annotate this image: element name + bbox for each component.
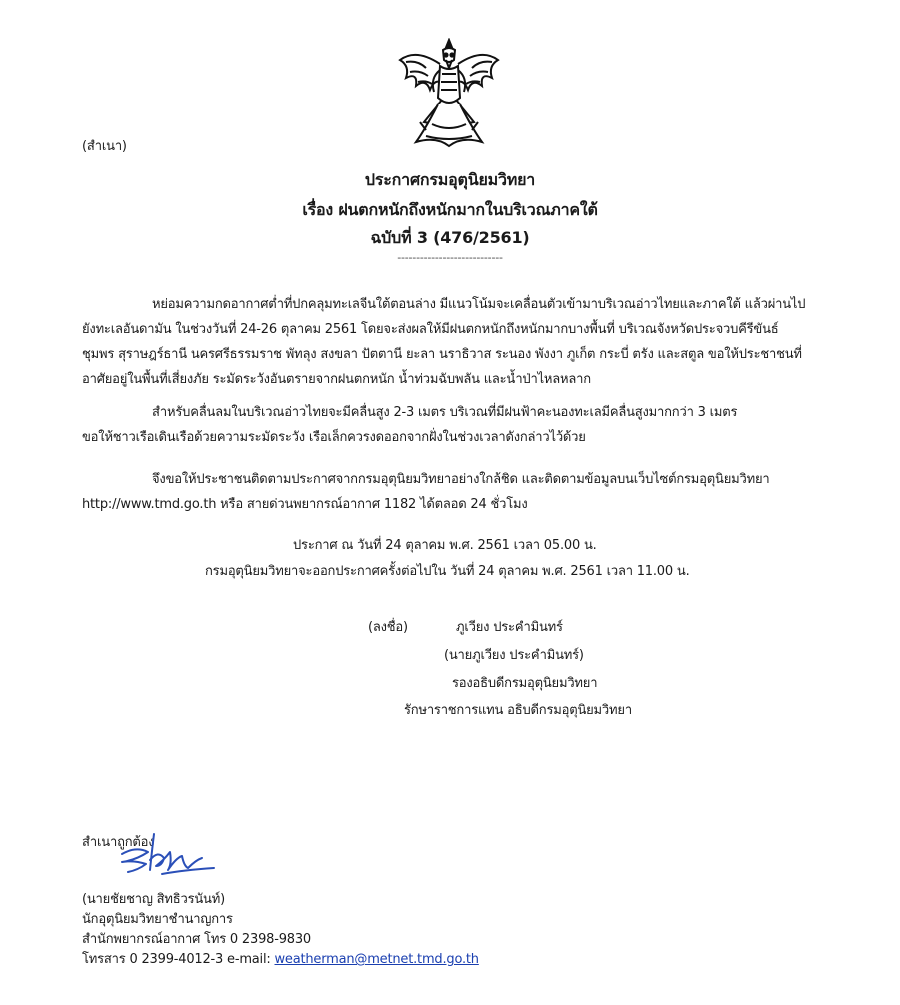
title-divider: ----------------------------: [397, 251, 503, 264]
document-issue-number: ฉบับที่ 3 (476/2561): [370, 228, 530, 247]
email-link[interactable]: weatherman@metnet.tmd.go.th: [274, 952, 479, 967]
certifier-fax-line: [82, 952, 479, 968]
body-paragraph-2-line-1: สำหรับคลื่นลมในบริเวณอ่าวไทยจะมีคลื่นสูง 2-3 เมตร บริเวณที่มีฝนฟ้าคะนองทะเลมีคลื่นสูงมากกว่า 3 เมตร: [152, 405, 738, 420]
certifier-office-phone: สำนักพยากรณ์อากาศ โทร 0 2398-9830: [82, 932, 311, 947]
document-subject: เรื่อง ฝนตกหนักถึงหนักมากในบริเวณภาคใต้: [302, 200, 598, 219]
body-paragraph-1-line-2: ยังทะเลอันดามัน ในช่วงวันที่ 24-26 ตุลาคม 2561 โดยจะส่งผลให้มีฝนตกหนักถึงหนักมากบางพื้นที่ บริเวณจังหวัดประจวบคีรีขันธ์: [82, 322, 779, 337]
body-paragraph-1-line-3: ชุมพร สุราษฎร์ธานี นครศรีธรรมราช พัทลุง สงขลา ปัตตานี ยะลา นราธิวาส ระนอง พังงา ภูเก็ต กระบี่ ตรัง และสตูล ขอให้ประชาชนที่: [82, 347, 802, 362]
copy-mark: (สำเนา): [82, 139, 127, 154]
garuda-emblem: [396, 38, 502, 148]
handwritten-signature: [92, 830, 222, 880]
body-paragraph-3-line-2: http://www.tmd.go.th หรือ สายด่วนพยากรณ์อากาศ 1182 ได้ตลอด 24 ชั่วโมง: [82, 497, 528, 512]
body-paragraph-3-line-1: จึงขอให้ประชาชนติดตามประกาศจากกรมอุตุนิยมวิทยาอย่างใกล้ชิด และติดตามข้อมูลบนเว็บไซต์กรมอุตุนิยมวิทยา: [152, 472, 770, 487]
signatory-full-name: (นายภูเวียง ประคำมินทร์): [444, 648, 584, 663]
body-paragraph-1-line-4: อาศัยอยู่ในพื้นที่เสี่ยงภัย ระมัดระวังอันตรายจากฝนตกหนัก น้ำท่วมฉับพลัน และน้ำป่าไหลหลาก: [82, 372, 591, 387]
next-issue-notice: กรมอุตุนิยมวิทยาจะออกประกาศครั้งต่อไปใน วันที่ 24 ตุลาคม พ.ศ. 2561 เวลา 11.00 น.: [205, 564, 690, 579]
signature-label: (ลงชื่อ): [368, 620, 408, 635]
fax-text: โทรสาร 0 2399-4012-3 e-mail:: [82, 952, 275, 967]
document-title: ประกาศกรมอุตุนิยมวิทยา: [364, 170, 536, 189]
certifier-position: นักอุตุนิยมวิทยาชำนาญการ: [82, 912, 233, 927]
certifier-name: (นายชัยชาญ สิทธิวรนันท์): [82, 892, 225, 907]
signatory-name: ภูเวียง ประคำมินทร์: [456, 620, 563, 635]
certify-label: สำเนาถูกต้อง: [82, 835, 155, 850]
signatory-acting-role: รักษาราชการแทน อธิบดีกรมอุตุนิยมวิทยา: [404, 703, 632, 718]
signatory-position: รองอธิบดีกรมอุตุนิยมวิทยา: [452, 676, 598, 691]
announce-date: ประกาศ ณ วันที่ 24 ตุลาคม พ.ศ. 2561 เวลา 05.00 น.: [293, 538, 597, 553]
body-paragraph-1-line-1: หย่อมความกดอากาศต่ำที่ปกคลุมทะเลจีนใต้ตอนล่าง มีแนวโน้มจะเคลื่อนตัวเข้ามาบริเวณอ่าวไทยและภาคใต้ แล้วผ่านไป: [152, 297, 806, 312]
body-paragraph-2-line-2: ขอให้ชาวเรือเดินเรือด้วยความระมัดระวัง เรือเล็กควรงดออกจากฝั่งในช่วงเวลาดังกล่าวไว้ด้วย: [82, 430, 586, 445]
